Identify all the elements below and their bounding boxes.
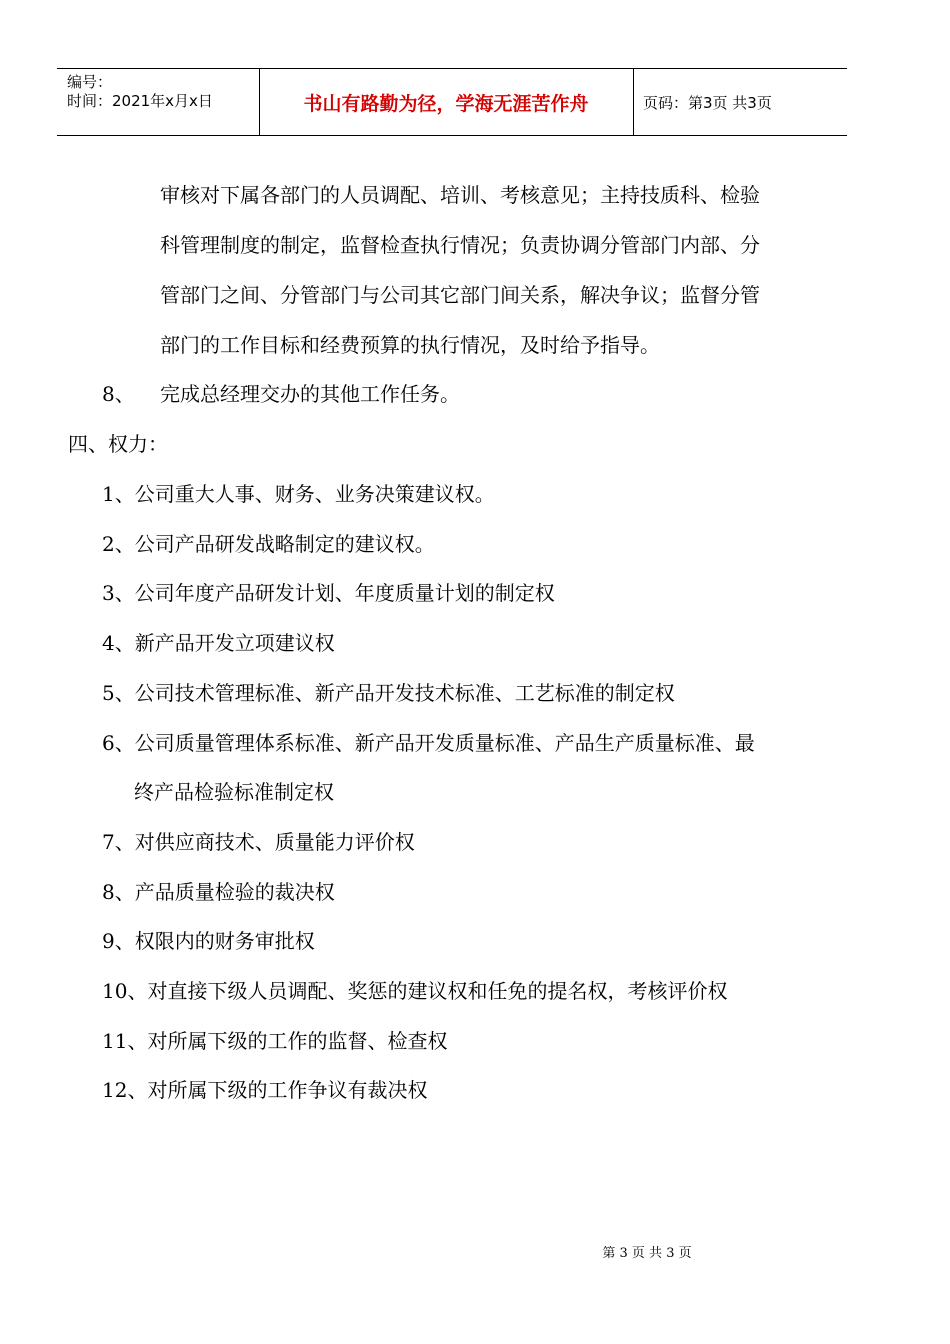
header-slogan: 书山有路勤为径，学海无涯苦作舟 xyxy=(259,69,634,135)
footer-page-number: 第 3 页 共 3 页 xyxy=(602,1246,692,1261)
item-8-text: 完成总经理交办的其他工作任务。 xyxy=(160,382,460,406)
power-item: 11、对所属下级的工作的监督、检查权 xyxy=(102,1029,448,1053)
time-label: 时间：2021年x月x日 xyxy=(67,92,213,110)
header-left-cell xyxy=(57,69,260,135)
header-page-info: 页码：第3页 共3页 xyxy=(643,93,772,112)
power-item: 7、对供应商技术、质量能力评价权 xyxy=(102,830,415,854)
para-line: 部门的工作目标和经费预算的执行情况，及时给予指导。 xyxy=(160,333,660,357)
power-item: 3、公司年度产品研发计划、年度质量计划的制定权 xyxy=(102,581,555,605)
power-item: 4、新产品开发立项建议权 xyxy=(102,631,335,655)
page-footer xyxy=(0,1245,950,1263)
power-item: 5、公司技术管理标准、新产品开发技术标准、工艺标准的制定权 xyxy=(102,681,675,705)
para-line: 审核对下属各部门的人员调配、培训、考核意见；主持技质科、检验 xyxy=(160,183,760,207)
power-item: 1、公司重大人事、财务、业务决策建议权。 xyxy=(102,482,495,506)
section-title: 四、权力： xyxy=(68,432,168,456)
power-item-continuation: 终产品检验标准制定权 xyxy=(134,780,334,804)
code-label: 编号： xyxy=(67,73,113,91)
page-header xyxy=(57,68,847,136)
para-line: 管部门之间、分管部门与公司其它部门间关系，解决争议；监督分管 xyxy=(160,283,760,307)
item-8-number: 8、 xyxy=(102,382,135,406)
para-line: 科管理制度的制定，监督检查执行情况；负责协调分管部门内部、分 xyxy=(160,233,760,257)
power-item: 6、公司质量管理体系标准、新产品开发质量标准、产品生产质量标准、最 xyxy=(102,731,755,755)
power-item: 8、产品质量检验的裁决权 xyxy=(102,880,335,904)
power-item: 12、对所属下级的工作争议有裁决权 xyxy=(102,1078,428,1102)
power-item: 2、公司产品研发战略制定的建议权。 xyxy=(102,532,435,556)
power-item: 9、权限内的财务审批权 xyxy=(102,929,315,953)
power-item: 10、对直接下级人员调配、奖惩的建议权和任免的提名权，考核评价权 xyxy=(102,979,728,1003)
